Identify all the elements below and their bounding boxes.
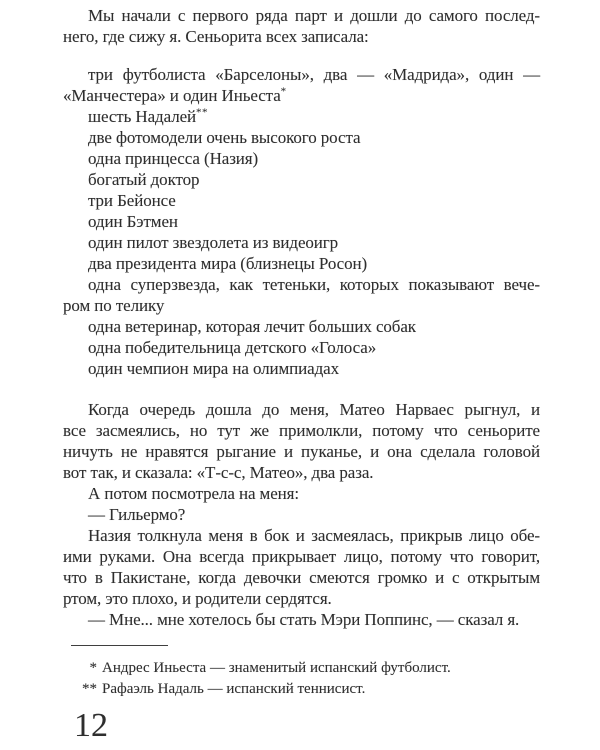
- text-line: Мы начали с первого ряда парт и дошли до самого послед-: [88, 6, 540, 25]
- text-line: «Манчестера» и один Иньеста*: [63, 85, 287, 105]
- text-line: три футболиста «Барселоны», два — «Мадрида», один —: [88, 65, 540, 84]
- text-line: одна ветеринар, которая лечит больших собак: [88, 317, 416, 336]
- footnote-marker: *: [89, 660, 97, 676]
- text-line: ничуть не нравятся рыгание и пуканье, и она сделала головой: [63, 442, 540, 461]
- text-line: одна победительница детского «Голоса»: [88, 338, 377, 357]
- text-line: — Мне... мне хотелось бы стать Мэри Поппинс, — сказал я.: [88, 610, 520, 629]
- text-line: все засмеялись, но тут же примолкли, потому что сеньорите: [63, 421, 540, 440]
- footnote-text: Андрес Иньеста — знаменитый испанский футболист.: [102, 660, 451, 676]
- footnotes-list: [0, 658, 600, 700]
- footnote-separator: [71, 645, 168, 646]
- superscript-asterisk: *: [280, 85, 287, 98]
- footnote-text: Рафаэль Надаль — испанский теннисист.: [102, 681, 366, 697]
- footnote: [63, 658, 600, 679]
- text-line: одна принцесса (Назия): [88, 149, 259, 168]
- text-line: вот так, и сказала: «Т-с-с, Матео», два раза.: [63, 463, 374, 482]
- text-line: А потом посмотрела на меня:: [88, 484, 299, 503]
- footnote-marker: **: [82, 681, 97, 697]
- para-mateo: [63, 399, 540, 483]
- text-line: него, где сижу я. Сеньорита всех записала:: [63, 27, 369, 46]
- text-line: один чемпион мира на олимпиадах: [88, 359, 339, 378]
- text-line: что в Пакистане, когда девочки смеются громко и с открытым: [63, 568, 540, 587]
- text-line: один пилот звездолета из видеоигр: [88, 233, 339, 252]
- para-look: [63, 483, 540, 504]
- para-guillermo: [63, 504, 540, 525]
- text-line: — Гильермо?: [88, 505, 186, 524]
- text-line: три Бейонсе: [88, 191, 176, 210]
- superscript-asterisk: **: [196, 106, 209, 119]
- page-number: 12: [74, 707, 108, 744]
- text-line: Когда очередь дошла до меня, Матео Нарваес рыгнул, и: [88, 400, 540, 419]
- para-nazia: [63, 525, 540, 609]
- para-intro: [63, 5, 540, 47]
- text-line: ртом, это плохо, и родители сердятся.: [63, 589, 332, 608]
- text-line: Назия толкнула меня в бок и засмеялась, прикрыв лицо обе-: [88, 526, 540, 545]
- text-line: ими руками. Она всегда прикрывает лицо, потому что говорит,: [63, 547, 540, 566]
- text-line: две фотомодели очень высокого роста: [88, 128, 361, 147]
- text-line: шесть Надалей**: [88, 106, 209, 126]
- text-line: ром по телику: [63, 296, 165, 315]
- text-line: одна суперзвезда, как тетеньки, которых показывают вече-: [88, 275, 540, 294]
- list-of-wishes: [63, 64, 540, 379]
- text-line: один Бэтмен: [88, 212, 178, 231]
- footnote: [63, 679, 600, 700]
- text-line: богатый доктор: [88, 170, 200, 189]
- para-mary-poppins: [63, 609, 540, 630]
- text-line: два президента мира (близнецы Росон): [88, 254, 368, 273]
